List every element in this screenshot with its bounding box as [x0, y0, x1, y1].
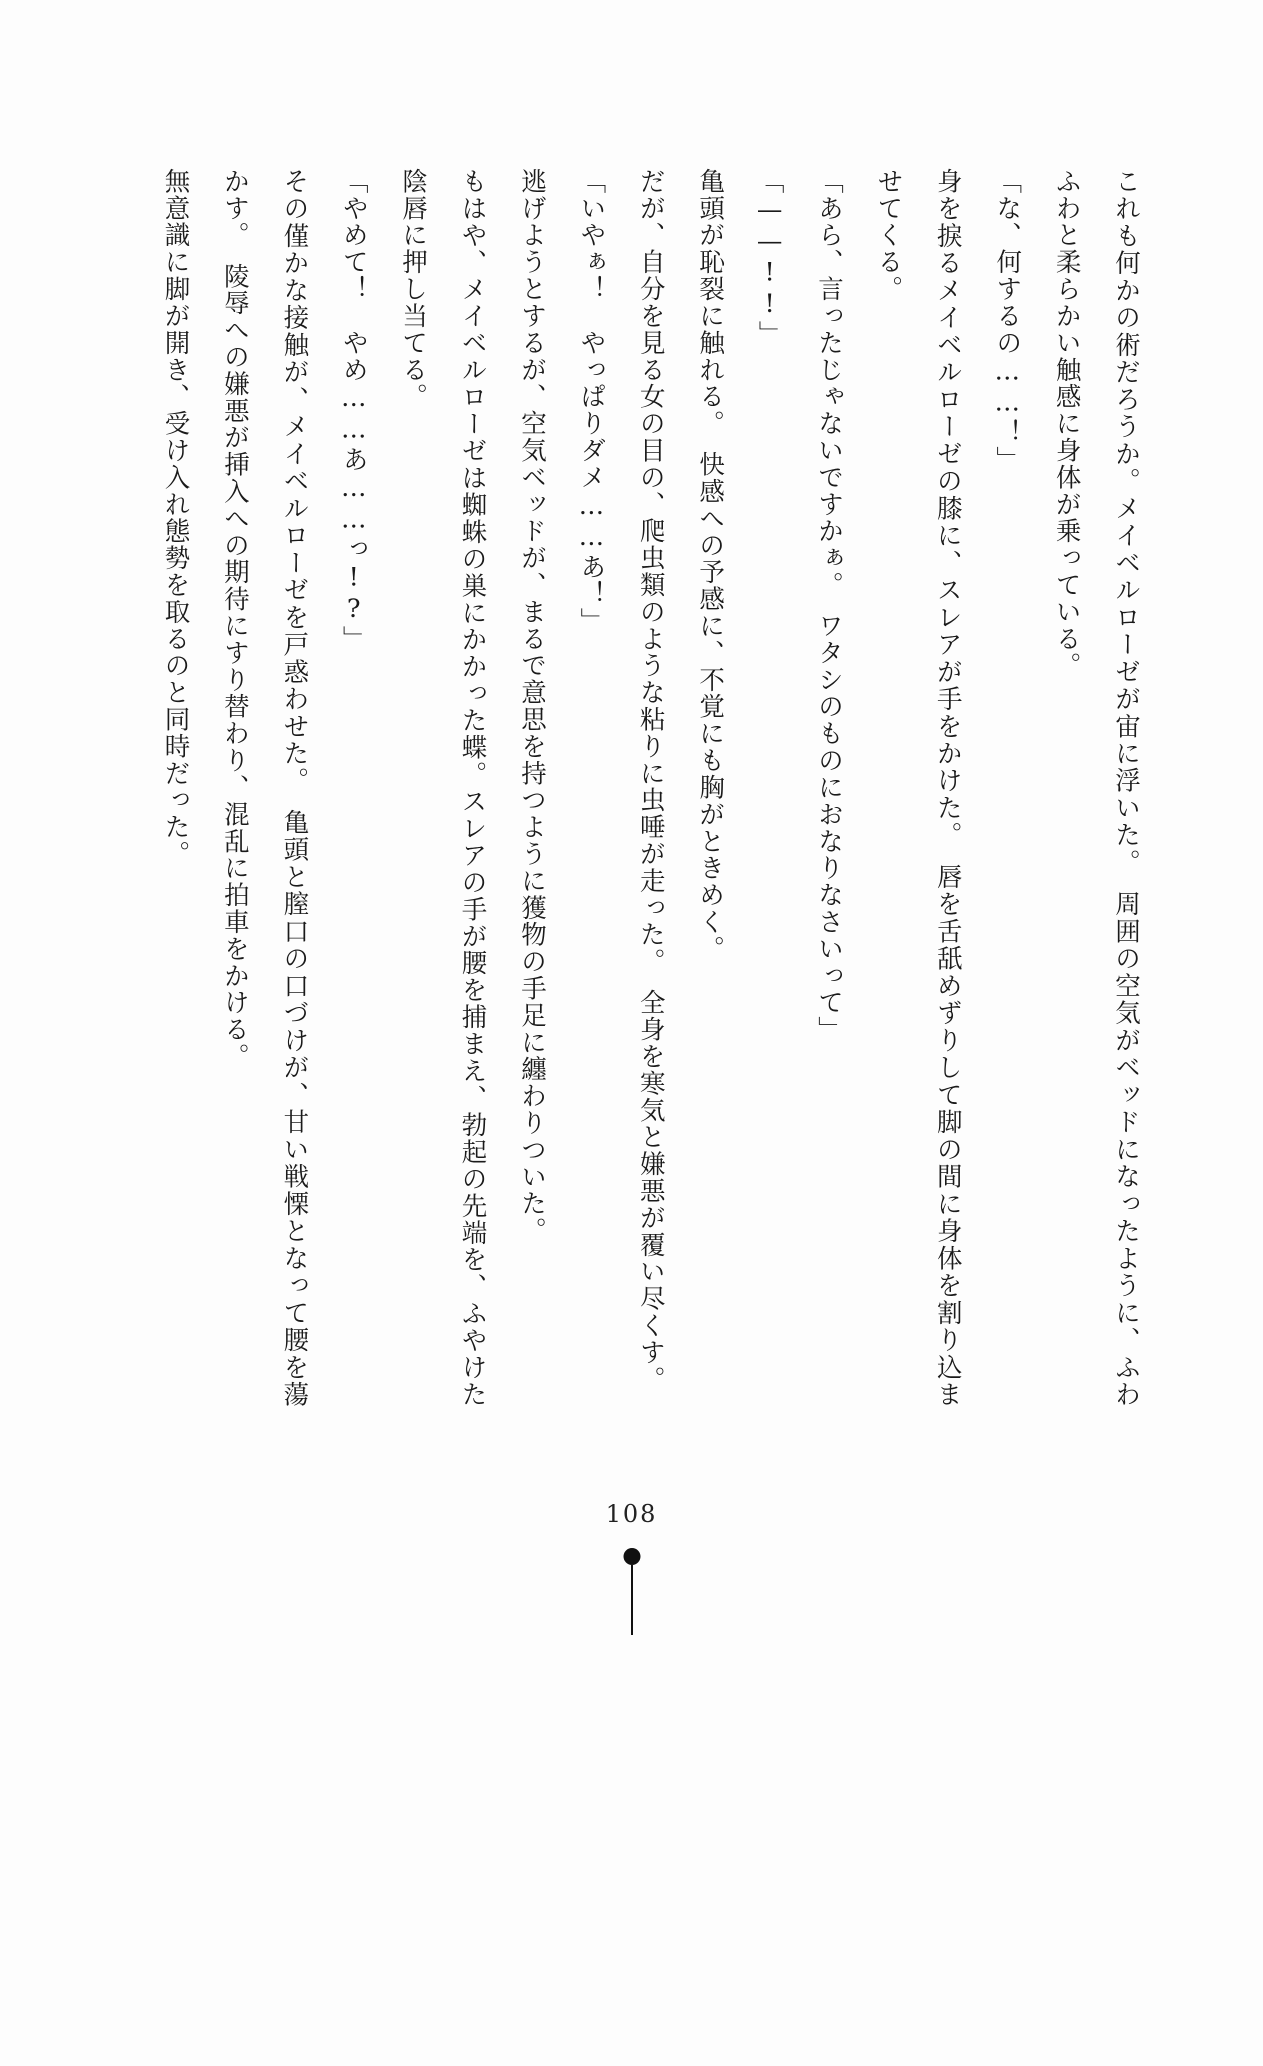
- paragraph: 逃げようとするが、空気ベッドが、まるで意思を持つように獲物の手足に纏わりついた。: [516, 168, 547, 1245]
- paragraph: 「——!!」: [754, 168, 785, 348]
- paragraph: 「やめて！ やめ……あ……っ!?」: [338, 168, 369, 653]
- paragraph: 「な、何するの……！」: [992, 168, 1023, 473]
- footer-ornament-icon: [621, 1548, 643, 1638]
- paragraph: 「いやぁ！ やっぱりダメ……あ！」: [576, 168, 607, 635]
- paragraph: これも何かの術だろうか。メイベルローゼが宙に浮いた。 周囲の空気がベッドになったように、ふわふわと柔らかい触感に身体が乗っている。: [1051, 168, 1141, 1408]
- paragraph: だが、自分を見る女の目の、爬虫類のような粘りに虫唾が走った。 全身を寒気と嫌悪が覆い尽くす。: [635, 168, 666, 1393]
- paragraph: 亀頭が恥裂に触れる。 快感への予感に、不覚にも胸がときめく。: [695, 168, 726, 963]
- page-number: 108: [605, 1500, 658, 1528]
- footer-ornament-dot: [623, 1548, 640, 1565]
- footer-ornament-stem: [631, 1565, 633, 1635]
- paragraph: 無意識に脚が開き、受け入れ態勢を取るのと同時だった。: [160, 168, 191, 868]
- paragraph: その僅かな接触が、メイベルローゼを戸惑わせた。 亀頭と膣口の口づけが、甘い戦慄となって腰を蕩かす。 陵辱への嫌悪が挿入への期待にすり替わり、混乱に拍車をかける。: [219, 168, 310, 1408]
- paragraph: 身を捩るメイベルローゼの膝に、スレアが手をかけた。 唇を舌舐めずりして脚の間に身体を割り込ませてくる。: [873, 168, 963, 1408]
- paragraph: 「あら、言ったじゃないですかぁ。 ワタシのものにおなりなさいって」: [813, 168, 844, 1044]
- page-text-body: [108, 168, 1155, 1408]
- paragraph: もはや、メイベルローゼは蜘蛛の巣にかかった蝶。スレアの手が腰を捕まえ、勃起の先端を、ふやけた陰唇に押し当てる。: [398, 168, 488, 1408]
